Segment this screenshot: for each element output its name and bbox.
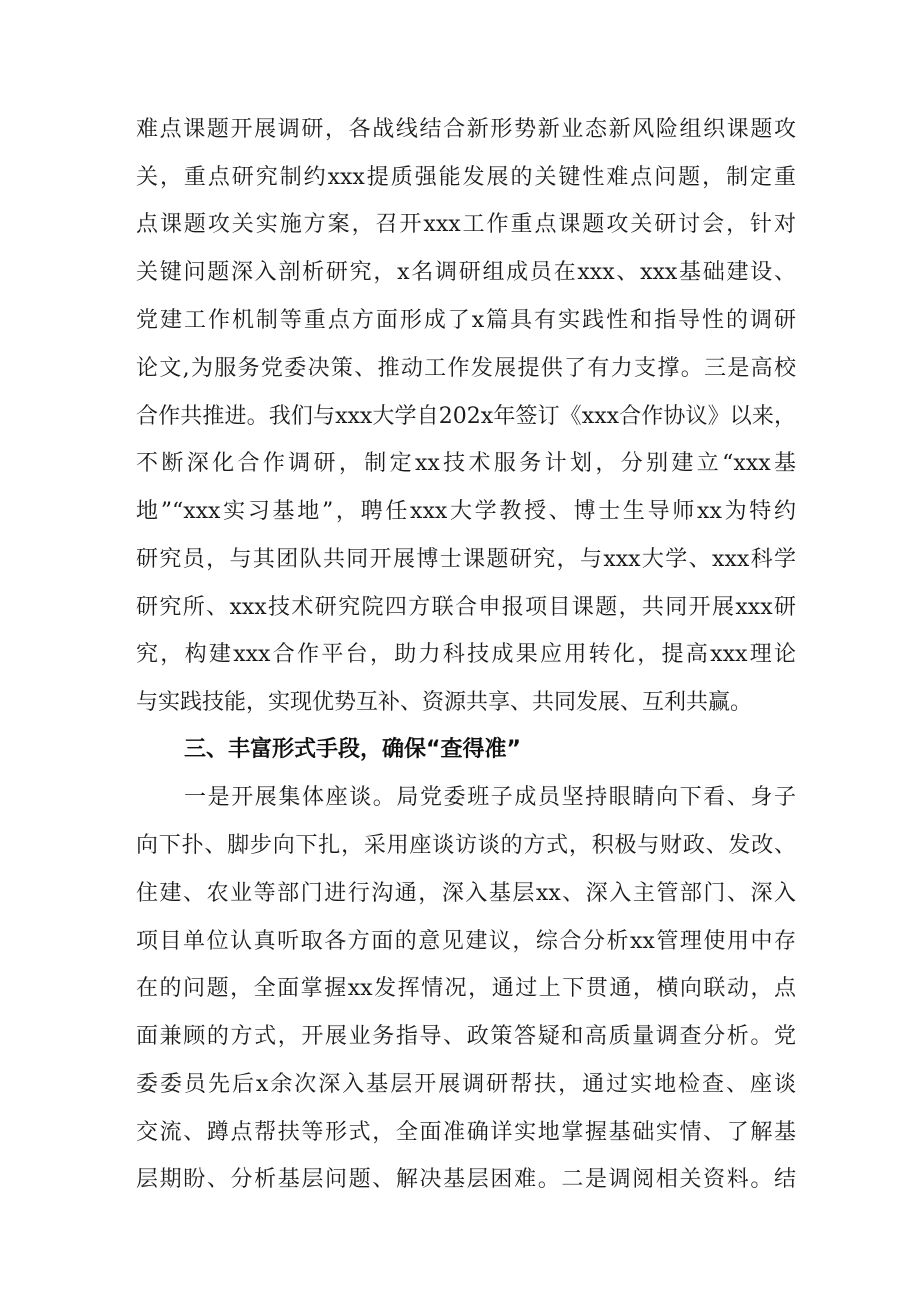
paragraph-line: 关键问题深入剖析研究，x名调研组成员在xxx、xxx基础建设、 [136,260,796,285]
paragraph-line: 研究员，与其团队共同开展博士课题研究，与xxx大学、xxx科学 [136,547,796,572]
paragraph-line: 层期盼、分析基层问题、解决基层困难。二是调阅相关资料。结 [136,1167,796,1192]
paragraph-line: 论文,为服务党委决策、推动工作发展提供了有力支撑。三是高校 [136,356,796,381]
section-heading: 三、丰富形式手段，确保“查得准” [184,737,521,762]
paragraph-line: 交流、蹲点帮扶等形式，全面准确详实地掌握基础实情、了解基 [136,1120,796,1145]
paragraph-line: 合作共推进。我们与xxx大学自202x年签订《xxx合作协议》以来， [136,404,796,429]
paragraph-line: 向下扑、脚步向下扎，采用座谈访谈的方式，积极与财政、发改、 [136,833,796,858]
paragraph-line: 不断深化合作调研，制定xx技术服务计划，分别建立“xxx基 [136,451,796,476]
paragraph-line: 难点课题开展调研，各战线结合新形势新业态新风险组织课题攻 [136,117,796,142]
paragraph-line: 在的问题，全面掌握xx发挥情况，通过上下贯通，横向联动，点 [136,976,796,1001]
paragraph-line: 研究所、xxx技术研究院四方联合申报项目课题，共同开展xxx研 [136,595,796,620]
paragraph-line: 党建工作机制等重点方面形成了x篇具有实践性和指导性的调研 [136,308,796,333]
paragraph-line: 项目单位认真听取各方面的意见建议，综合分析xx管理使用中存 [136,929,796,954]
paragraph-line: 点课题攻关实施方案，召开xxx工作重点课题攻关研讨会，针对 [136,212,796,237]
paragraph-line: 委委员先后x余次深入基层开展调研帮扶，通过实地检查、座谈 [136,1072,796,1097]
paragraph-line: 究，构建xxx合作平台，助力科技成果应用转化，提高xxx理论 [136,642,796,667]
paragraph-line: 住建、农业等部门进行沟通，深入基层xx、深入主管部门、深入 [136,881,796,906]
paragraph-line: 与实践技能，实现优势互补、资源共享、共同发展、互利共赢。 [136,690,753,715]
paragraph-line: 关，重点研究制约xxx提质强能发展的关键性难点问题，制定重 [136,165,796,190]
paragraph-line: 面兼顾的方式，开展业务指导、政策答疑和高质量调查分析。党 [136,1024,796,1049]
paragraph-line: 地”“xxx实习基地”，聘任xxx大学教授、博士生导师xx为特约 [136,499,796,524]
paragraph-line: 一是开展集体座谈。局党委班子成员坚持眼睛向下看、身子 [184,785,796,810]
